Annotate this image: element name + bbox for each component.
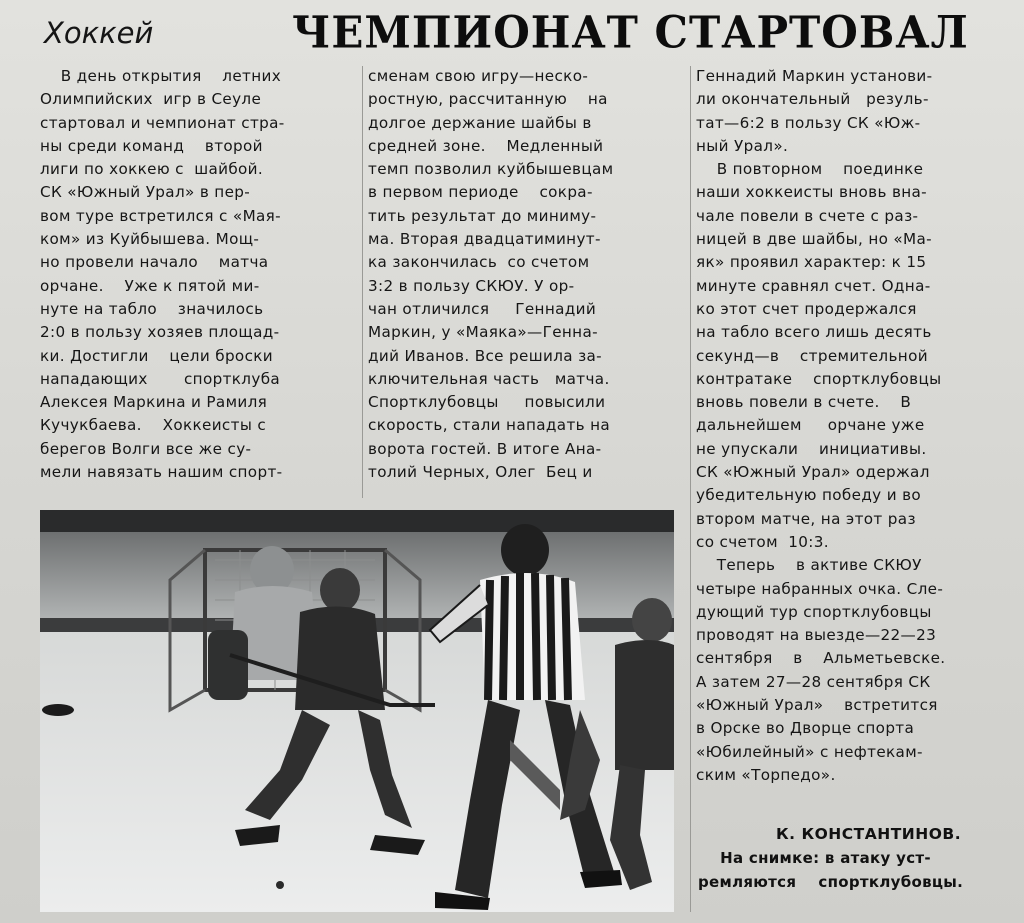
article-line: «Южный Урал» встретится — [696, 696, 938, 715]
article-line: дий Иванов. Все решила за- — [368, 346, 603, 365]
article-line: лиги по хоккею с шайбой. — [40, 160, 264, 179]
article-line: ка закончилась со счетом — [368, 253, 590, 272]
section-rubric: Хоккей — [44, 16, 154, 50]
article-line: убедительную победу и во — [696, 486, 922, 505]
article-line: вом туре встретился с «Мая- — [40, 206, 281, 225]
article-line: тить результат до миниму- — [368, 206, 597, 225]
article-line: проводят на выезде—22—23 — [696, 626, 937, 645]
article-line: ны среди команд второй — [40, 136, 263, 155]
article-line: ключительная часть матча. — [368, 369, 610, 388]
article-line: со счетом 10:3. — [696, 532, 829, 551]
article-line: средней зоне. Медленный — [368, 136, 604, 155]
article-line: берегов Волги все же су- — [40, 439, 252, 458]
article-line: четыре набранных очка. Сле- — [696, 579, 944, 598]
article-line: наши хоккеисты вновь вна- — [696, 183, 928, 202]
article-line: втором матче, на этот раз — [696, 509, 916, 528]
hockey-game-photo — [40, 510, 674, 912]
article-line: ный Урал». — [696, 136, 789, 155]
article-line: нападающих спортклуба — [40, 369, 281, 388]
article-line: но провели начало матча — [40, 253, 269, 272]
article-line: на табло всего лишь десять — [696, 323, 932, 342]
article-line: 3:2 в пользу СКЮУ. У ор- — [368, 276, 575, 295]
article-line: чале повели в счете с раз- — [696, 206, 919, 225]
article-line: В повторном поединке — [696, 160, 924, 179]
article-line: в первом периоде сокра- — [368, 183, 593, 202]
article-line: контратаке спортклубовцы — [696, 369, 942, 388]
article-line: Маркин, у «Маяка»—Генна- — [368, 323, 598, 342]
article-line: мели навязать нашим спорт- — [40, 463, 283, 482]
article-line: сменам свою игру—неско- — [368, 67, 589, 85]
article-column-1 — [40, 65, 358, 484]
article-column-3 — [696, 65, 1018, 787]
article-line: «Юбилейный» с нефтекам- — [696, 742, 923, 761]
article-line: скорость, стали нападать на — [368, 416, 611, 435]
article-line: Теперь в активе СКЮУ — [696, 556, 922, 575]
article-line: як» проявил характер: к 15 — [696, 253, 927, 272]
article-line: долгое держание шайбы в — [368, 113, 592, 132]
article-line: Олимпийских игр в Сеуле — [40, 90, 262, 109]
article-line: темп позволил куйбышевцам — [368, 160, 614, 179]
article-line: минуте сравнял счет. Одна- — [696, 276, 931, 295]
article-line: ростную, рассчитанную на — [368, 90, 608, 109]
article-line: ли окончательный резуль- — [696, 90, 929, 109]
article-line: ки. Достигли цели броски — [40, 346, 274, 365]
article-line: ма. Вторая двадцатиминут- — [368, 230, 601, 249]
article-line: СК «Южный Урал» в пер- — [40, 183, 251, 202]
article-line: толий Черных, Олег Бец и — [368, 463, 593, 482]
article-line: сентября в Альметьевске. — [696, 649, 946, 668]
article-line: Геннадий Маркин установи- — [696, 67, 933, 85]
article-line: ским «Торпедо». — [696, 765, 836, 784]
puck-blur — [42, 704, 74, 716]
article-line: Спортклубовцы повысили — [368, 393, 606, 412]
article-line: 2:0 в пользу хозяев площад- — [40, 323, 280, 342]
author-signature: К. КОНСТАНТИНОВ. — [776, 825, 962, 843]
article-line: В день открытия летних — [40, 67, 282, 85]
article-line: дальнейшем орчане уже — [696, 416, 925, 435]
column-divider — [690, 66, 691, 912]
article-headline: ЧЕМПИОНАТ СТАРТОВАЛ — [292, 6, 969, 59]
article-line: СК «Южный Урал» одержал — [696, 463, 930, 482]
photo-caption — [698, 846, 1018, 894]
caption-line: ремляются спортклубовцы. — [698, 873, 964, 891]
article-line: Кучукбаева. Хоккеисты с — [40, 416, 267, 435]
article-line: не упускали инициативы. — [696, 439, 927, 458]
article-line: вновь повели в счете. В — [696, 393, 912, 412]
article-line: ко этот счет продержался — [696, 299, 917, 318]
article-line: чан отличился Геннадий — [368, 299, 597, 318]
caption-line: На снимке: в атаку уст- — [698, 849, 931, 867]
article-line: дующий тур спортклубовцы — [696, 602, 932, 621]
article-line: тат—6:2 в пользу СК «Юж- — [696, 113, 921, 132]
column-divider — [362, 66, 363, 498]
article-line: ницей в две шайбы, но «Ма- — [696, 230, 933, 249]
photo-illustration — [40, 510, 674, 912]
article-line: ком» из Куйбышева. Мощ- — [40, 230, 260, 249]
article-column-2 — [368, 65, 686, 484]
article-line: секунд—в стремительной — [696, 346, 928, 365]
article-line: орчане. Уже к пятой ми- — [40, 276, 260, 295]
article-line: стартовал и чемпионат стра- — [40, 113, 285, 132]
article-line: А затем 27—28 сентября СК — [696, 672, 931, 691]
article-line: в Орске во Дворце спорта — [696, 719, 915, 738]
article-line: нуте на табло значилось — [40, 299, 264, 318]
article-line: ворота гостей. В итоге Ана- — [368, 439, 602, 458]
article-line: Алексея Маркина и Рамиля — [40, 393, 268, 412]
